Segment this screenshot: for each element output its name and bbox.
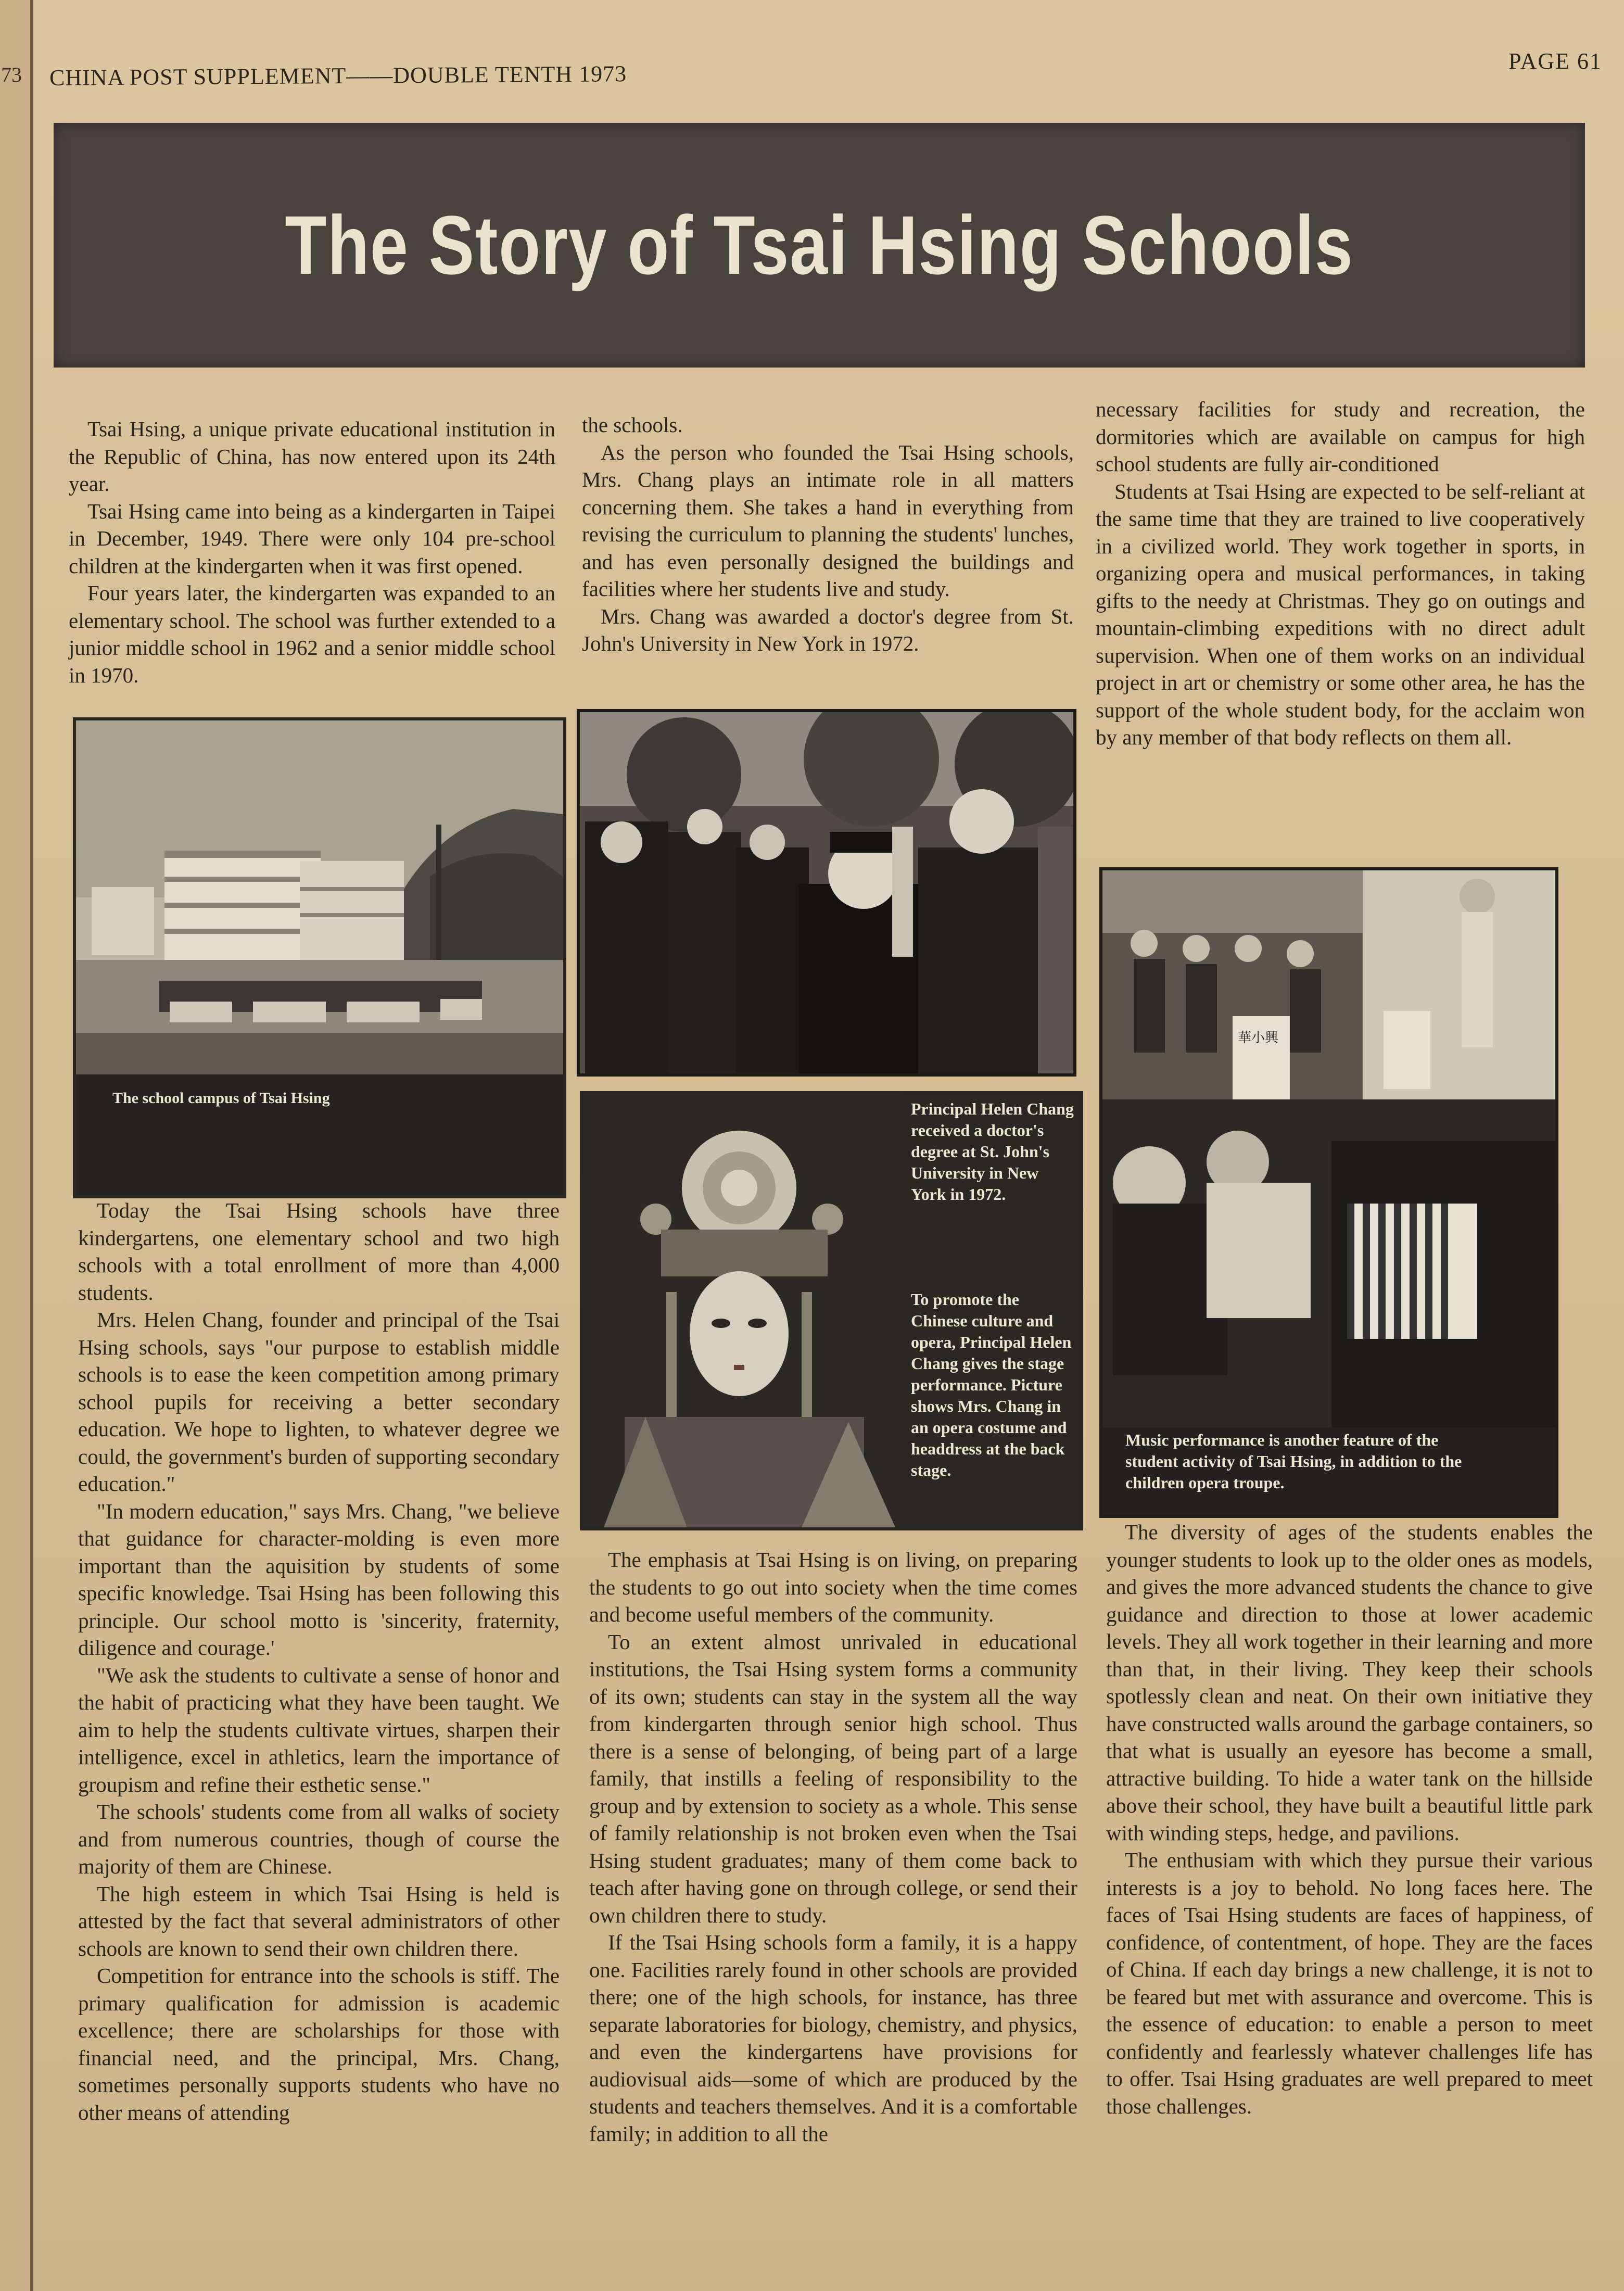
publication-header: CHINA POST SUPPLEMENT——DOUBLE TENTH 1973 [49,61,627,91]
music-stand-sign: 華小興 [1238,1030,1279,1046]
article-column-2-bottom [589,1546,1077,2147]
paragraph: Four years later, the kindergarten was expanded to an elementary school. The school was further extended to a junior middle school in 1962 and a senior middle school in 1970. [69,581,555,687]
paragraph: "In modern education," says Mrs. Chang, "we believe that guidance for character-molding is even more important than the aquisition by students of some specific knowledge. Tsai Hsing has been following this principle. Our school motto is 'sincerity, fraternity, diligence and courage.' [78,1499,560,1660]
article-column-3-top [1096,396,1585,751]
article-column-3-bottom [1106,1518,1593,2120]
opera-costume-image [583,1094,903,1527]
paragraph: Competition for entrance into the schools is stiff. The primary qualification for admission is academic excellence; there are scholarships for those with financial need, and the principal, Mrs. Chang, sometimes personally supports students who have no other means of attending [78,1964,560,2124]
music-performance-image [1102,870,1555,1515]
paragraph: To an extent almost unrivaled in educational institutions, the Tsai Hsing system forms a community of its own; students can stay in the system all the way from kindergarten through senior high school. Thus there is a sense of belonging, of being part of a large family, that instills a feeling of responsibility to the group and by extension to society as a whole. This sense of family relationship is not broken even when the Tsai Hsing student graduates; many of them come back to teach after having gone on through college, or send their own children there to study. [589,1629,1077,1927]
paragraph: The schools' students come from all walks of society and from numerous countries, though of course the majority of them are Chinese. [78,1800,560,1878]
headline: The Story of Tsai Hsing Schools [285,198,1354,292]
paragraph: The enthusiam with which they pursue their various interests is a joy to behold. No long faces here. The faces of Tsai Hsing students are faces of happiness, of confidence, of contentment, of hope. They are the faces of China. If each day brings a new challenge, it is not to be feared but met with assurance and overcome. This is the essence of education: to enable a person to meet confidently and fearlessly whatever challenges life has to offer. Tsai Hsing graduates are well prepared to meet those challenges. [1106,1848,1593,2118]
article-column-1-bottom [78,1197,560,2126]
graduation-photo [577,709,1076,1077]
paragraph: Mrs. Chang was awarded a doctor's degree from St. John's University in New York in 1972. [582,604,1074,655]
article-column-1-top [69,415,555,689]
campus-photo [73,717,566,1198]
previous-page-number: 73 [1,63,22,86]
page-number: PAGE 61 [1508,48,1602,74]
paragraph: If the Tsai Hsing schools form a family, it is a happy one. Facilities rarely found in other schools are provided there; one of the high schools, for instance, has three separate laboratories for biology, chemistry, and physics, and even the kindergartens have provisions for audiovisual aids—some of which are produced by the students and teachers themselves. And it is a comfortable family; in addition to all the [589,1930,1077,2146]
doctorate-caption: Principal Helen Chang received a doctor's degree at St. John's University in New York in 1972. [911,1099,1074,1204]
paragraph: The emphasis at Tsai Hsing is on living, on preparing the students to go out into society when the time comes and become useful members of the community. [589,1548,1077,1626]
paragraph: Tsai Hsing, a unique private educational institution in the Republic of China, has now entered upon its 24th year. [69,417,555,496]
article-column-2-top [582,411,1074,657]
paragraph: The high esteem in which Tsai Hsing is held is attested by the fact that several administrators of other schools are known to send their own children there. [78,1881,560,1960]
paragraph: As the person who founded the Tsai Hsing schools, Mrs. Chang plays an intimate role in all matters concerning them. She takes a hand in everything from revising the curriculum to planning the students' lunches, and has even personally designed the buildings and facilities where her students live and study. [582,440,1074,601]
paragraph: necessary facilities for study and recreation, the dormitories which are available on campus for high school students are fully air-conditioned [1096,397,1585,476]
campus-image [76,720,563,1195]
opera-caption: To promote the Chinese culture and opera, Principal Helen Chang gives the stage performance. Picture shows Mrs. Chang in an opera costume and headdress at the back stage. [911,1290,1072,1479]
paragraph: Students at Tsai Hsing are expected to be self-reliant at the same time that they are trained to live cooperatively in a civilized world. They work together in sports, in organizing opera and musical performances, in taking gifts to the needy at Christmas. They go on outings and mountain-climbing expeditions with no direct adult supervision. When one of them works on an individual project in art or chemistry or some other area, he has the support of the whole student body, for the acclaim won by any member of that body reflects on them all. [1096,479,1585,749]
music-photo [1099,867,1558,1518]
paragraph: Mrs. Helen Chang, founder and principal of the Tsai Hsing schools, says "our purpose to establish middle schools is to ease the keen competition among primary school pupils for receiving a better secondary education. We hope to lighten, to whatever degree we could, the government's burden of supporting secondary education." [78,1308,560,1496]
graduation-image [580,712,1073,1073]
music-caption: Music performance is another feature of the student activity of Tsai Hsing, in addition to the children opera troupe. [1125,1431,1462,1492]
headline-banner [54,123,1585,368]
campus-caption: The school campus of Tsai Hsing [112,1090,330,1107]
paragraph: "We ask the students to cultivate a sense of honor and the habit of practicing what they have been taught. We aim to help the students cultivate virtues, sharpen their intelligence, excel in athletics, learn the importance of groupism and refine their esthetic sense." [78,1663,560,1796]
paragraph: The diversity of ages of the students enables the younger students to look up to the older ones as models, and gives the more advanced students the chance to give guidance and direction to those at lower academic levels. They all work together in their learning and more than that, in their living. They keep their schools spotlessly clean and neat. On their own initiative they have constructed walls around the garbage containers, so that what is usually an eyesore has become a small, attractive building. To hide a water tank on the hillside above their school, they have built a beautiful little park with winding steps, hedge, and pavilions. [1106,1520,1593,1845]
paragraph: Today the Tsai Hsing schools have three kindergartens, one elementary school and two high schools with a total enrollment of more than 4,000 students. [78,1198,560,1305]
paragraph: the schools. [582,413,683,437]
opera-photo-panel [580,1091,1083,1530]
paragraph: Tsai Hsing came into being as a kindergarten in Taipei in December, 1949. There were only 104 pre-school children at the kindergarten when it was first opened. [69,499,555,578]
previous-page-edge [0,0,33,2291]
